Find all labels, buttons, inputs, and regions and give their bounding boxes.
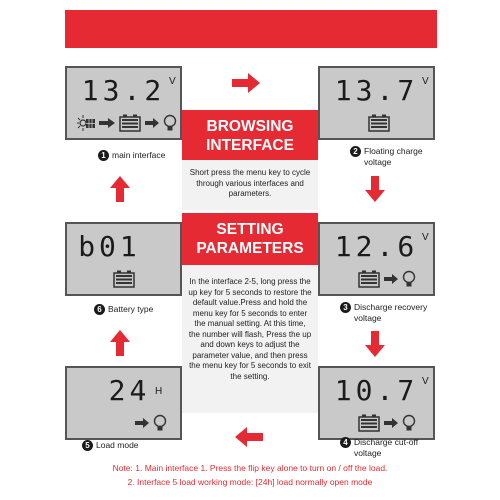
label-battery-type: [94, 304, 153, 315]
label-text: Load mode: [96, 440, 139, 450]
top-banner: [65, 10, 437, 48]
lcd-digits: b01: [78, 230, 141, 263]
bulb-icon: [153, 414, 167, 432]
battery-icon: [358, 270, 380, 288]
browsing-panel: [182, 110, 318, 210]
lcd-unit: V: [169, 76, 176, 87]
lcd-unit: V: [422, 76, 429, 87]
arrow-right-icon: [145, 118, 159, 128]
arrow-down-icon: [365, 176, 385, 202]
lcd-digits: 24: [108, 374, 151, 407]
sun-icon: [77, 114, 95, 132]
lcd-digits: 13.7: [334, 74, 419, 107]
arrow-right-icon: [99, 118, 115, 128]
lcd-unit: H: [155, 386, 163, 397]
arrow-up-icon: [110, 330, 130, 356]
label-text: main interface: [112, 150, 166, 160]
step-number: 1: [98, 150, 109, 161]
note-line-1: Note: 1. Main interface 1. Press the flip key alone to turn on / off the load.: [112, 463, 388, 473]
lcd-unit: V: [422, 376, 429, 387]
bulb-icon: [163, 114, 177, 132]
arrow-right-icon: [232, 73, 260, 93]
label-discharge-recovery: [340, 302, 440, 324]
bulb-icon: [402, 414, 416, 432]
lcd-digits: 13.2: [81, 74, 166, 107]
step-number: 3: [340, 302, 351, 313]
arrow-right-icon: [135, 418, 149, 428]
arrow-right-icon: [384, 274, 398, 284]
label-text: Discharge cut-off voltage: [354, 437, 419, 458]
browsing-title: BROWSING INTERFACE: [182, 110, 318, 160]
lcd-unit: V: [422, 232, 429, 243]
arrow-right-icon: [384, 418, 398, 428]
arrow-left-icon: [235, 427, 263, 447]
battery-icon: [119, 114, 141, 132]
lcd-digits: 12.6: [334, 230, 419, 263]
step-number: 2: [350, 146, 361, 157]
arrow-up-icon: [110, 176, 130, 202]
lcd-battery-type: [65, 222, 182, 296]
step-number: 5: [82, 440, 93, 451]
lcd-discharge-cutoff: [318, 366, 435, 440]
battery-icon: [358, 414, 380, 432]
label-text: Discharge recovery voltage: [354, 302, 428, 323]
bulb-icon: [402, 270, 416, 288]
label-discharge-cutoff: [340, 437, 440, 459]
lcd-discharge-recovery: [318, 222, 435, 296]
label-main-interface: [98, 150, 165, 161]
label-text: Floating charge voltage: [364, 146, 423, 167]
battery-icon: [368, 114, 390, 132]
label-floating-charge: [350, 146, 446, 168]
setting-panel: [182, 213, 318, 413]
step-number: 6: [94, 304, 105, 315]
lcd-load-mode: [65, 366, 182, 440]
label-load-mode: [82, 440, 139, 451]
browsing-text: Short press the menu key to cycle through various interfaces and parameters.: [189, 168, 311, 198]
lcd-floating-charge: [318, 66, 435, 140]
arrow-down-icon: [365, 331, 385, 357]
setting-title: SETTING PARAMETERS: [182, 213, 318, 265]
label-text: Battery type: [108, 304, 154, 314]
setting-text: In the interface 2-5, long press the up key for 5 seconds to restore the default value.Press and hold the menu key for 5 seconds to enter the manual setting. At this time, the number will flash, Press the up and down keys to adjust the parameter value, and then press the menu key for 5 seconds to exit the setting.: [188, 277, 312, 381]
note-line-2: 2. Interface 5 load working mode: [24h] load normally open mode: [127, 477, 373, 487]
lcd-digits: 10.7: [334, 374, 419, 407]
lcd-main-interface: [65, 66, 182, 140]
step-number: 4: [340, 437, 351, 448]
battery-icon: [113, 270, 135, 288]
